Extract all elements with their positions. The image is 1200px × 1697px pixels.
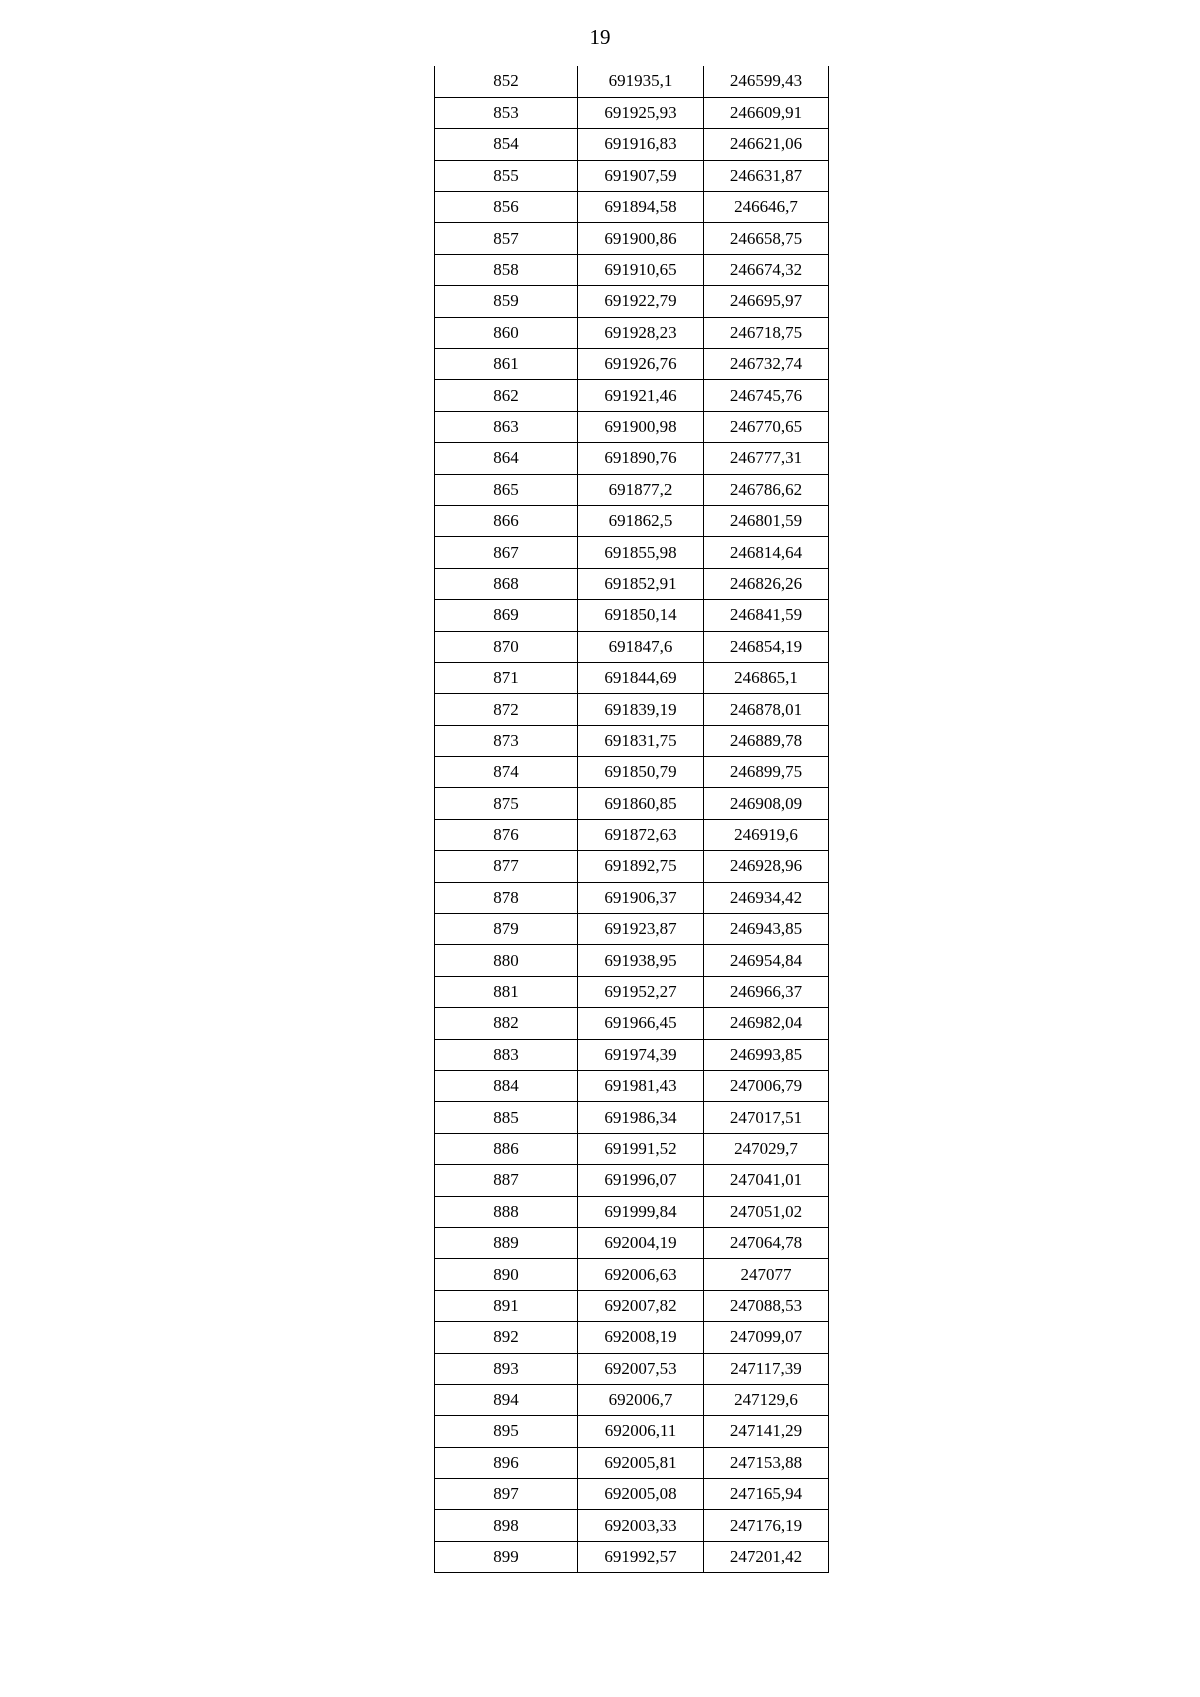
table-row	[435, 851, 829, 882]
y-coordinate-cell: 246718,75	[704, 317, 829, 348]
point-number-cell: 887	[435, 1165, 578, 1196]
y-coordinate-cell: 246786,62	[704, 474, 829, 505]
point-number-cell: 864	[435, 443, 578, 474]
y-coordinate-cell: 247099,07	[704, 1322, 829, 1353]
table-row	[435, 914, 829, 945]
point-number-cell: 865	[435, 474, 578, 505]
point-number-cell: 894	[435, 1384, 578, 1415]
x-coordinate-cell: 691872,63	[578, 819, 704, 850]
table-row	[435, 1227, 829, 1258]
table-row	[435, 819, 829, 850]
point-number-cell: 854	[435, 129, 578, 160]
x-coordinate-cell: 692005,81	[578, 1447, 704, 1478]
table-row	[435, 1102, 829, 1133]
point-number-cell: 885	[435, 1102, 578, 1133]
y-coordinate-cell: 246889,78	[704, 725, 829, 756]
table-row	[435, 380, 829, 411]
table-row	[435, 568, 829, 599]
table-row	[435, 1290, 829, 1321]
point-number-cell: 877	[435, 851, 578, 882]
x-coordinate-cell: 691938,95	[578, 945, 704, 976]
y-coordinate-cell: 247201,42	[704, 1541, 829, 1572]
coordinate-table-body	[435, 66, 829, 1573]
y-coordinate-cell: 246658,75	[704, 223, 829, 254]
point-number-cell: 875	[435, 788, 578, 819]
table-row	[435, 600, 829, 631]
y-coordinate-cell: 246899,75	[704, 757, 829, 788]
x-coordinate-cell: 691952,27	[578, 976, 704, 1007]
table-row	[435, 317, 829, 348]
y-coordinate-cell: 246621,06	[704, 129, 829, 160]
y-coordinate-cell: 246934,42	[704, 882, 829, 913]
x-coordinate-cell: 692006,7	[578, 1384, 704, 1415]
x-coordinate-cell: 691906,37	[578, 882, 704, 913]
x-coordinate-cell: 691900,86	[578, 223, 704, 254]
y-coordinate-cell: 246993,85	[704, 1039, 829, 1070]
x-coordinate-cell: 691926,76	[578, 349, 704, 380]
y-coordinate-cell: 247077	[704, 1259, 829, 1290]
x-coordinate-cell: 691999,84	[578, 1196, 704, 1227]
x-coordinate-cell: 691855,98	[578, 537, 704, 568]
table-row	[435, 1039, 829, 1070]
point-number-cell: 876	[435, 819, 578, 850]
table-row	[435, 631, 829, 662]
y-coordinate-cell: 247165,94	[704, 1479, 829, 1510]
x-coordinate-cell: 691860,85	[578, 788, 704, 819]
point-number-cell: 853	[435, 97, 578, 128]
y-coordinate-cell: 247117,39	[704, 1353, 829, 1384]
table-row	[435, 757, 829, 788]
y-coordinate-cell: 246854,19	[704, 631, 829, 662]
table-row	[435, 1259, 829, 1290]
x-coordinate-cell: 691992,57	[578, 1541, 704, 1572]
table-row	[435, 976, 829, 1007]
y-coordinate-cell: 246695,97	[704, 286, 829, 317]
y-coordinate-cell: 246745,76	[704, 380, 829, 411]
point-number-cell: 860	[435, 317, 578, 348]
table-row	[435, 1133, 829, 1164]
point-number-cell: 866	[435, 505, 578, 536]
point-number-cell: 858	[435, 254, 578, 285]
y-coordinate-cell: 246732,74	[704, 349, 829, 380]
table-row	[435, 443, 829, 474]
x-coordinate-cell: 691877,2	[578, 474, 704, 505]
point-number-cell: 899	[435, 1541, 578, 1572]
x-coordinate-cell: 691900,98	[578, 411, 704, 442]
x-coordinate-cell: 691862,5	[578, 505, 704, 536]
y-coordinate-cell: 246609,91	[704, 97, 829, 128]
x-coordinate-cell: 692008,19	[578, 1322, 704, 1353]
y-coordinate-cell: 246777,31	[704, 443, 829, 474]
table-row	[435, 129, 829, 160]
point-number-cell: 888	[435, 1196, 578, 1227]
point-number-cell: 884	[435, 1071, 578, 1102]
y-coordinate-cell: 247051,02	[704, 1196, 829, 1227]
table-row	[435, 1008, 829, 1039]
x-coordinate-cell: 692006,11	[578, 1416, 704, 1447]
x-coordinate-cell: 691852,91	[578, 568, 704, 599]
point-number-cell: 863	[435, 411, 578, 442]
point-number-cell: 856	[435, 192, 578, 223]
table-row	[435, 1510, 829, 1541]
x-coordinate-cell: 691892,75	[578, 851, 704, 882]
y-coordinate-cell: 247129,6	[704, 1384, 829, 1415]
table-row	[435, 474, 829, 505]
x-coordinate-cell: 691850,14	[578, 600, 704, 631]
point-number-cell: 861	[435, 349, 578, 380]
y-coordinate-cell: 247041,01	[704, 1165, 829, 1196]
y-coordinate-cell: 246646,7	[704, 192, 829, 223]
table-row	[435, 160, 829, 191]
point-number-cell: 872	[435, 694, 578, 725]
y-coordinate-cell: 246814,64	[704, 537, 829, 568]
x-coordinate-cell: 691921,46	[578, 380, 704, 411]
table-row	[435, 66, 829, 97]
point-number-cell: 869	[435, 600, 578, 631]
y-coordinate-cell: 246954,84	[704, 945, 829, 976]
x-coordinate-cell: 691966,45	[578, 1008, 704, 1039]
x-coordinate-cell: 691847,6	[578, 631, 704, 662]
x-coordinate-cell: 691922,79	[578, 286, 704, 317]
x-coordinate-cell: 691844,69	[578, 662, 704, 693]
x-coordinate-cell: 691850,79	[578, 757, 704, 788]
point-number-cell: 881	[435, 976, 578, 1007]
y-coordinate-cell: 247176,19	[704, 1510, 829, 1541]
x-coordinate-cell: 692006,63	[578, 1259, 704, 1290]
x-coordinate-cell: 691839,19	[578, 694, 704, 725]
table-row	[435, 725, 829, 756]
point-number-cell: 870	[435, 631, 578, 662]
point-number-cell: 862	[435, 380, 578, 411]
x-coordinate-cell: 692007,82	[578, 1290, 704, 1321]
point-number-cell: 890	[435, 1259, 578, 1290]
table-row	[435, 1196, 829, 1227]
table-row	[435, 97, 829, 128]
point-number-cell: 886	[435, 1133, 578, 1164]
table-row	[435, 411, 829, 442]
point-number-cell: 895	[435, 1416, 578, 1447]
point-number-cell: 868	[435, 568, 578, 599]
x-coordinate-cell: 692003,33	[578, 1510, 704, 1541]
y-coordinate-cell: 247006,79	[704, 1071, 829, 1102]
x-coordinate-cell: 692007,53	[578, 1353, 704, 1384]
point-number-cell: 874	[435, 757, 578, 788]
point-number-cell: 889	[435, 1227, 578, 1258]
point-number-cell: 867	[435, 537, 578, 568]
x-coordinate-cell: 692004,19	[578, 1227, 704, 1258]
y-coordinate-cell: 246770,65	[704, 411, 829, 442]
y-coordinate-cell: 247029,7	[704, 1133, 829, 1164]
y-coordinate-cell: 247141,29	[704, 1416, 829, 1447]
y-coordinate-cell: 246878,01	[704, 694, 829, 725]
table-row	[435, 694, 829, 725]
x-coordinate-cell: 691996,07	[578, 1165, 704, 1196]
table-row	[435, 1479, 829, 1510]
y-coordinate-cell: 246928,96	[704, 851, 829, 882]
y-coordinate-cell: 247064,78	[704, 1227, 829, 1258]
x-coordinate-cell: 691916,83	[578, 129, 704, 160]
page-number: 19	[589, 25, 611, 49]
point-number-cell: 898	[435, 1510, 578, 1541]
y-coordinate-cell: 246966,37	[704, 976, 829, 1007]
y-coordinate-cell: 247153,88	[704, 1447, 829, 1478]
y-coordinate-cell: 247088,53	[704, 1290, 829, 1321]
table-row	[435, 286, 829, 317]
x-coordinate-cell: 691910,65	[578, 254, 704, 285]
y-coordinate-cell: 246943,85	[704, 914, 829, 945]
point-number-cell: 879	[435, 914, 578, 945]
table-row	[435, 1071, 829, 1102]
table-row	[435, 1416, 829, 1447]
y-coordinate-cell: 246631,87	[704, 160, 829, 191]
y-coordinate-cell: 246674,32	[704, 254, 829, 285]
y-coordinate-cell: 246919,6	[704, 819, 829, 850]
y-coordinate-cell: 246908,09	[704, 788, 829, 819]
point-number-cell: 859	[435, 286, 578, 317]
x-coordinate-cell: 691974,39	[578, 1039, 704, 1070]
table-row	[435, 788, 829, 819]
table-row	[435, 349, 829, 380]
coordinate-table	[434, 66, 829, 1573]
table-row	[435, 1322, 829, 1353]
table-row	[435, 882, 829, 913]
point-number-cell: 892	[435, 1322, 578, 1353]
x-coordinate-cell: 691935,1	[578, 66, 704, 97]
point-number-cell: 882	[435, 1008, 578, 1039]
point-number-cell: 897	[435, 1479, 578, 1510]
table-row	[435, 1541, 829, 1572]
x-coordinate-cell: 691923,87	[578, 914, 704, 945]
point-number-cell: 852	[435, 66, 578, 97]
table-row	[435, 505, 829, 536]
x-coordinate-cell: 691925,93	[578, 97, 704, 128]
x-coordinate-cell: 691981,43	[578, 1071, 704, 1102]
point-number-cell: 873	[435, 725, 578, 756]
point-number-cell: 883	[435, 1039, 578, 1070]
point-number-cell: 891	[435, 1290, 578, 1321]
x-coordinate-cell: 691986,34	[578, 1102, 704, 1133]
table-row	[435, 537, 829, 568]
point-number-cell: 893	[435, 1353, 578, 1384]
table-row	[435, 1384, 829, 1415]
x-coordinate-cell: 691991,52	[578, 1133, 704, 1164]
table-row	[435, 1353, 829, 1384]
point-number-cell: 880	[435, 945, 578, 976]
table-row	[435, 945, 829, 976]
x-coordinate-cell: 691928,23	[578, 317, 704, 348]
table-row	[435, 192, 829, 223]
y-coordinate-cell: 247017,51	[704, 1102, 829, 1133]
y-coordinate-cell: 246599,43	[704, 66, 829, 97]
point-number-cell: 878	[435, 882, 578, 913]
y-coordinate-cell: 246826,26	[704, 568, 829, 599]
y-coordinate-cell: 246982,04	[704, 1008, 829, 1039]
point-number-cell: 855	[435, 160, 578, 191]
x-coordinate-cell: 691894,58	[578, 192, 704, 223]
y-coordinate-cell: 246801,59	[704, 505, 829, 536]
x-coordinate-cell: 691831,75	[578, 725, 704, 756]
x-coordinate-cell: 691907,59	[578, 160, 704, 191]
point-number-cell: 896	[435, 1447, 578, 1478]
y-coordinate-cell: 246865,1	[704, 662, 829, 693]
table-row	[435, 223, 829, 254]
point-number-cell: 871	[435, 662, 578, 693]
table-row	[435, 254, 829, 285]
x-coordinate-cell: 691890,76	[578, 443, 704, 474]
table-row	[435, 1165, 829, 1196]
x-coordinate-cell: 692005,08	[578, 1479, 704, 1510]
table-row	[435, 662, 829, 693]
y-coordinate-cell: 246841,59	[704, 600, 829, 631]
table-row	[435, 1447, 829, 1478]
point-number-cell: 857	[435, 223, 578, 254]
